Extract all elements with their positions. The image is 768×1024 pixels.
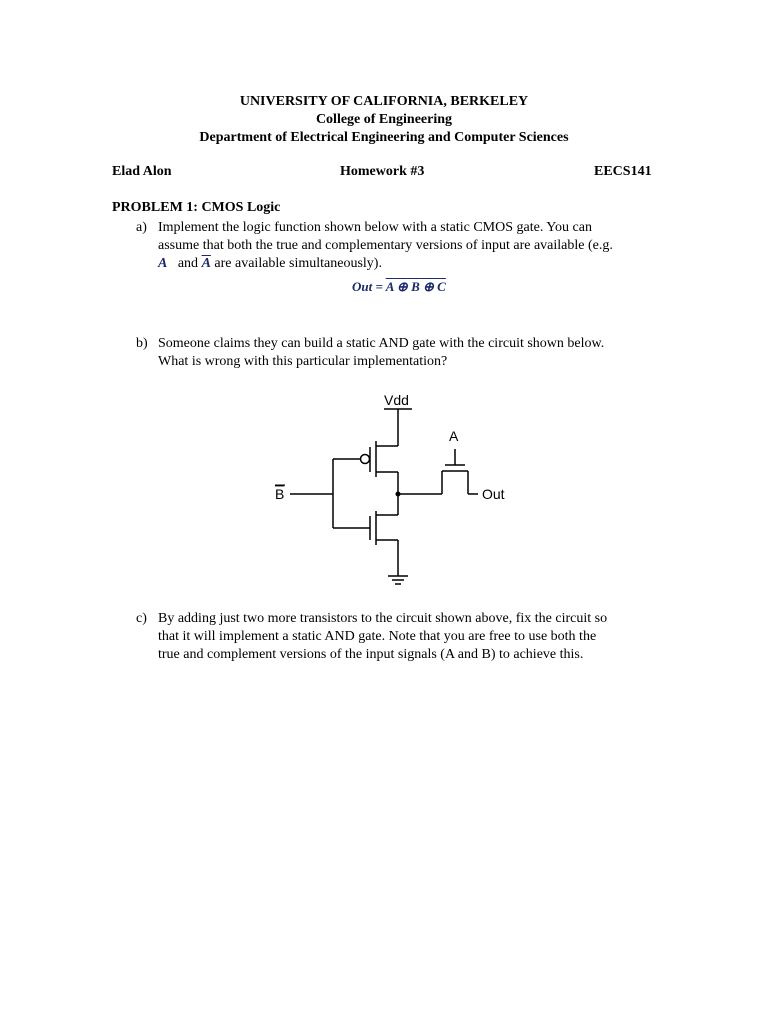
- part-c-line-1: By adding just two more transistors to the circuit shown above, fix the circuit so: [158, 611, 608, 626]
- university-title: UNIVERSITY OF CALIFORNIA, BERKELEY: [239, 94, 529, 109]
- and-word: and: [177, 256, 199, 271]
- college-title: College of Engineering: [315, 112, 453, 127]
- eq-op1: ⊕: [396, 279, 408, 294]
- eq-op2: ⊕: [422, 279, 434, 294]
- homework-number: Homework #3: [340, 164, 425, 179]
- part-c-line-3: true and complement versions of the input signals (A and B) to achieve this.: [158, 647, 584, 662]
- var-a: A: [158, 256, 168, 271]
- part-b-line-2: What is wrong with this particular implementation?: [158, 354, 448, 369]
- eq-out: Out: [352, 279, 373, 294]
- out-label: Out: [482, 486, 505, 502]
- b-bar-label: B: [275, 486, 285, 502]
- part-c-text: [158, 610, 655, 664]
- author-name: Elad Alon: [112, 164, 172, 179]
- part-a-line-1: Implement the logic function shown below with a static CMOS gate. You can: [158, 220, 592, 235]
- part-a-line-2: assume that both the true and complementary versions of input are available (e.g.: [158, 238, 613, 253]
- eq-equals: =: [375, 279, 383, 294]
- a-label: A: [449, 428, 459, 444]
- part-c-label: c): [136, 611, 147, 626]
- part-a-line-3-tail: are available simultaneously).: [214, 256, 382, 271]
- part-c-line-2: that it will implement a static AND gate. Note that you are free to use both the: [158, 629, 597, 644]
- course-code: EECS141: [594, 164, 652, 179]
- part-a-label: a): [136, 220, 147, 235]
- part-b-label: b): [136, 336, 148, 351]
- output-junction-dot: [396, 492, 401, 497]
- department-title: Department of Electrical Engineering and Computer Sciences: [199, 130, 569, 145]
- eq-a: A: [385, 279, 394, 294]
- problem-title: PROBLEM 1: CMOS Logic: [112, 200, 281, 215]
- part-b-line-1: Someone claims they can build a static AND gate with the circuit shown below.: [158, 336, 605, 351]
- eq-b: B: [411, 279, 420, 294]
- pmos-bubble: [361, 455, 370, 464]
- var-a-bar: $\overline{A}$: [201, 256, 211, 271]
- vdd-label: Vdd: [384, 392, 409, 408]
- eq-c: C: [437, 279, 446, 294]
